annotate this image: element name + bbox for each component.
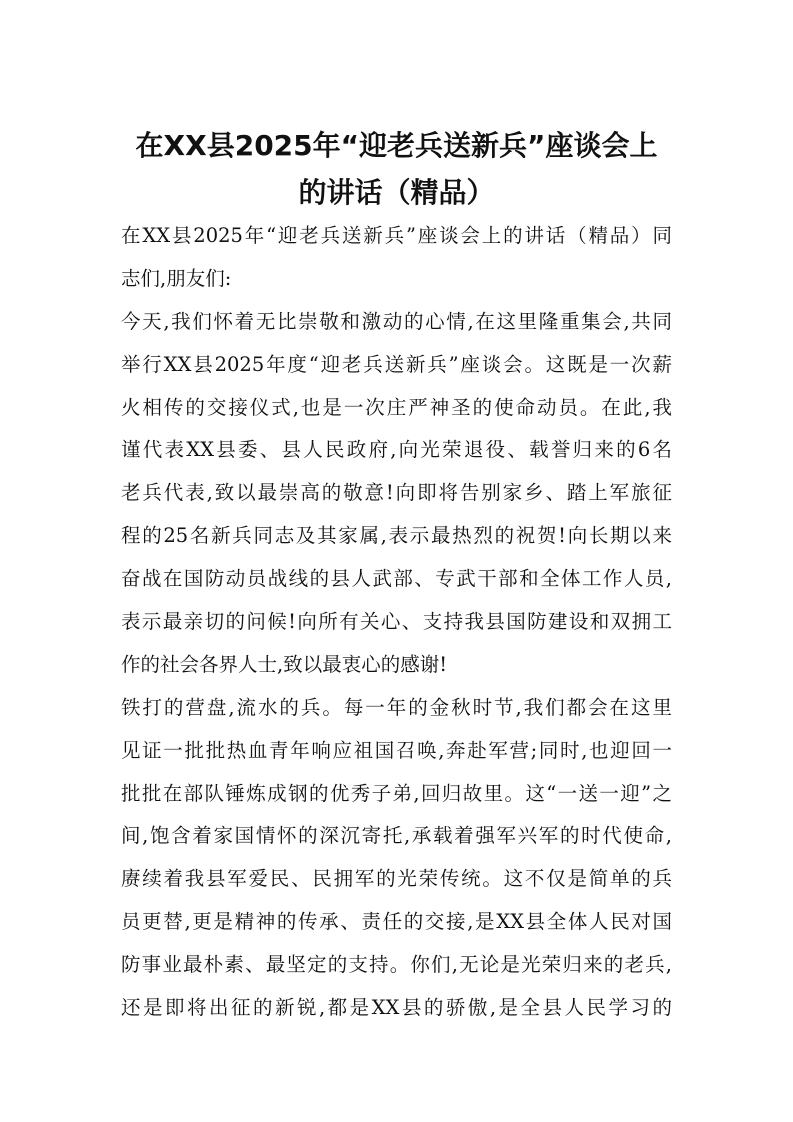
body-text-line: 还是即将出征的新锐,都是XX县的骄傲,是全县人民学习的 (121, 996, 672, 1020)
body-text-line: 谨代表XX县委、县人民政府,向光荣退役、载誉归来的6名 (121, 438, 672, 462)
document-body (121, 215, 672, 1030)
body-text-line: 间,饱含着家国情怀的深沉寄托,承载着强军兴军的时代使命, (121, 824, 672, 848)
title-line-1: 在XX县2025年“迎老兵送新兵”座谈会上 (135, 129, 658, 162)
body-text-line: 在XX县2025年“迎老兵送新兵”座谈会上的讲话（精品）同 (121, 224, 672, 247)
body-text-line: 批批在部队锤炼成钢的优秀子弟,回归故里。这“一送一迎”之 (121, 781, 672, 805)
body-text-line: 今天,我们怀着无比崇敬和激动的心情,在这里隆重集会,共同 (121, 309, 672, 333)
body-text-line: 防事业最朴素、最坚定的支持。你们,无论是光荣归来的老兵, (121, 953, 672, 977)
body-text-line: 赓续着我县军爱民、民拥军的光荣传统。这不仅是简单的兵 (121, 867, 672, 891)
body-text-line: 见证一批批热血青年响应祖国召唤,奔赴军营;同时,也迎回一 (121, 738, 672, 762)
body-text-line: 奋战在国防动员战线的县人武部、专武干部和全体工作人员, (121, 567, 672, 591)
body-text-line: 程的25名新兵同志及其家属,表示最热烈的祝贺!向长期以来 (121, 524, 672, 548)
document-title (110, 122, 683, 216)
body-text-line: 志们,朋友们: (121, 266, 232, 290)
title-line-2: 的讲话（精品） (298, 176, 495, 209)
body-text-line: 铁打的营盘,流水的兵。每一年的金秋时节,我们都会在这里 (121, 695, 672, 719)
body-text-line: 表示最亲切的问候!向所有关心、支持我县国防建设和双拥工 (121, 610, 672, 634)
body-text-line: 火相传的交接仪式,也是一次庄严神圣的使命动员。在此,我 (121, 395, 672, 419)
body-text-line: 老兵代表,致以最崇高的敬意!向即将告别家乡、踏上军旅征 (121, 481, 672, 505)
body-text-line: 举行XX县2025年度“迎老兵送新兵”座谈会。这既是一次薪 (121, 352, 672, 376)
body-text-line: 作的社会各界人士,致以最衷心的感谢! (121, 652, 448, 676)
body-text-line: 员更替,更是精神的传承、责任的交接,是XX县全体人民对国 (121, 910, 672, 934)
